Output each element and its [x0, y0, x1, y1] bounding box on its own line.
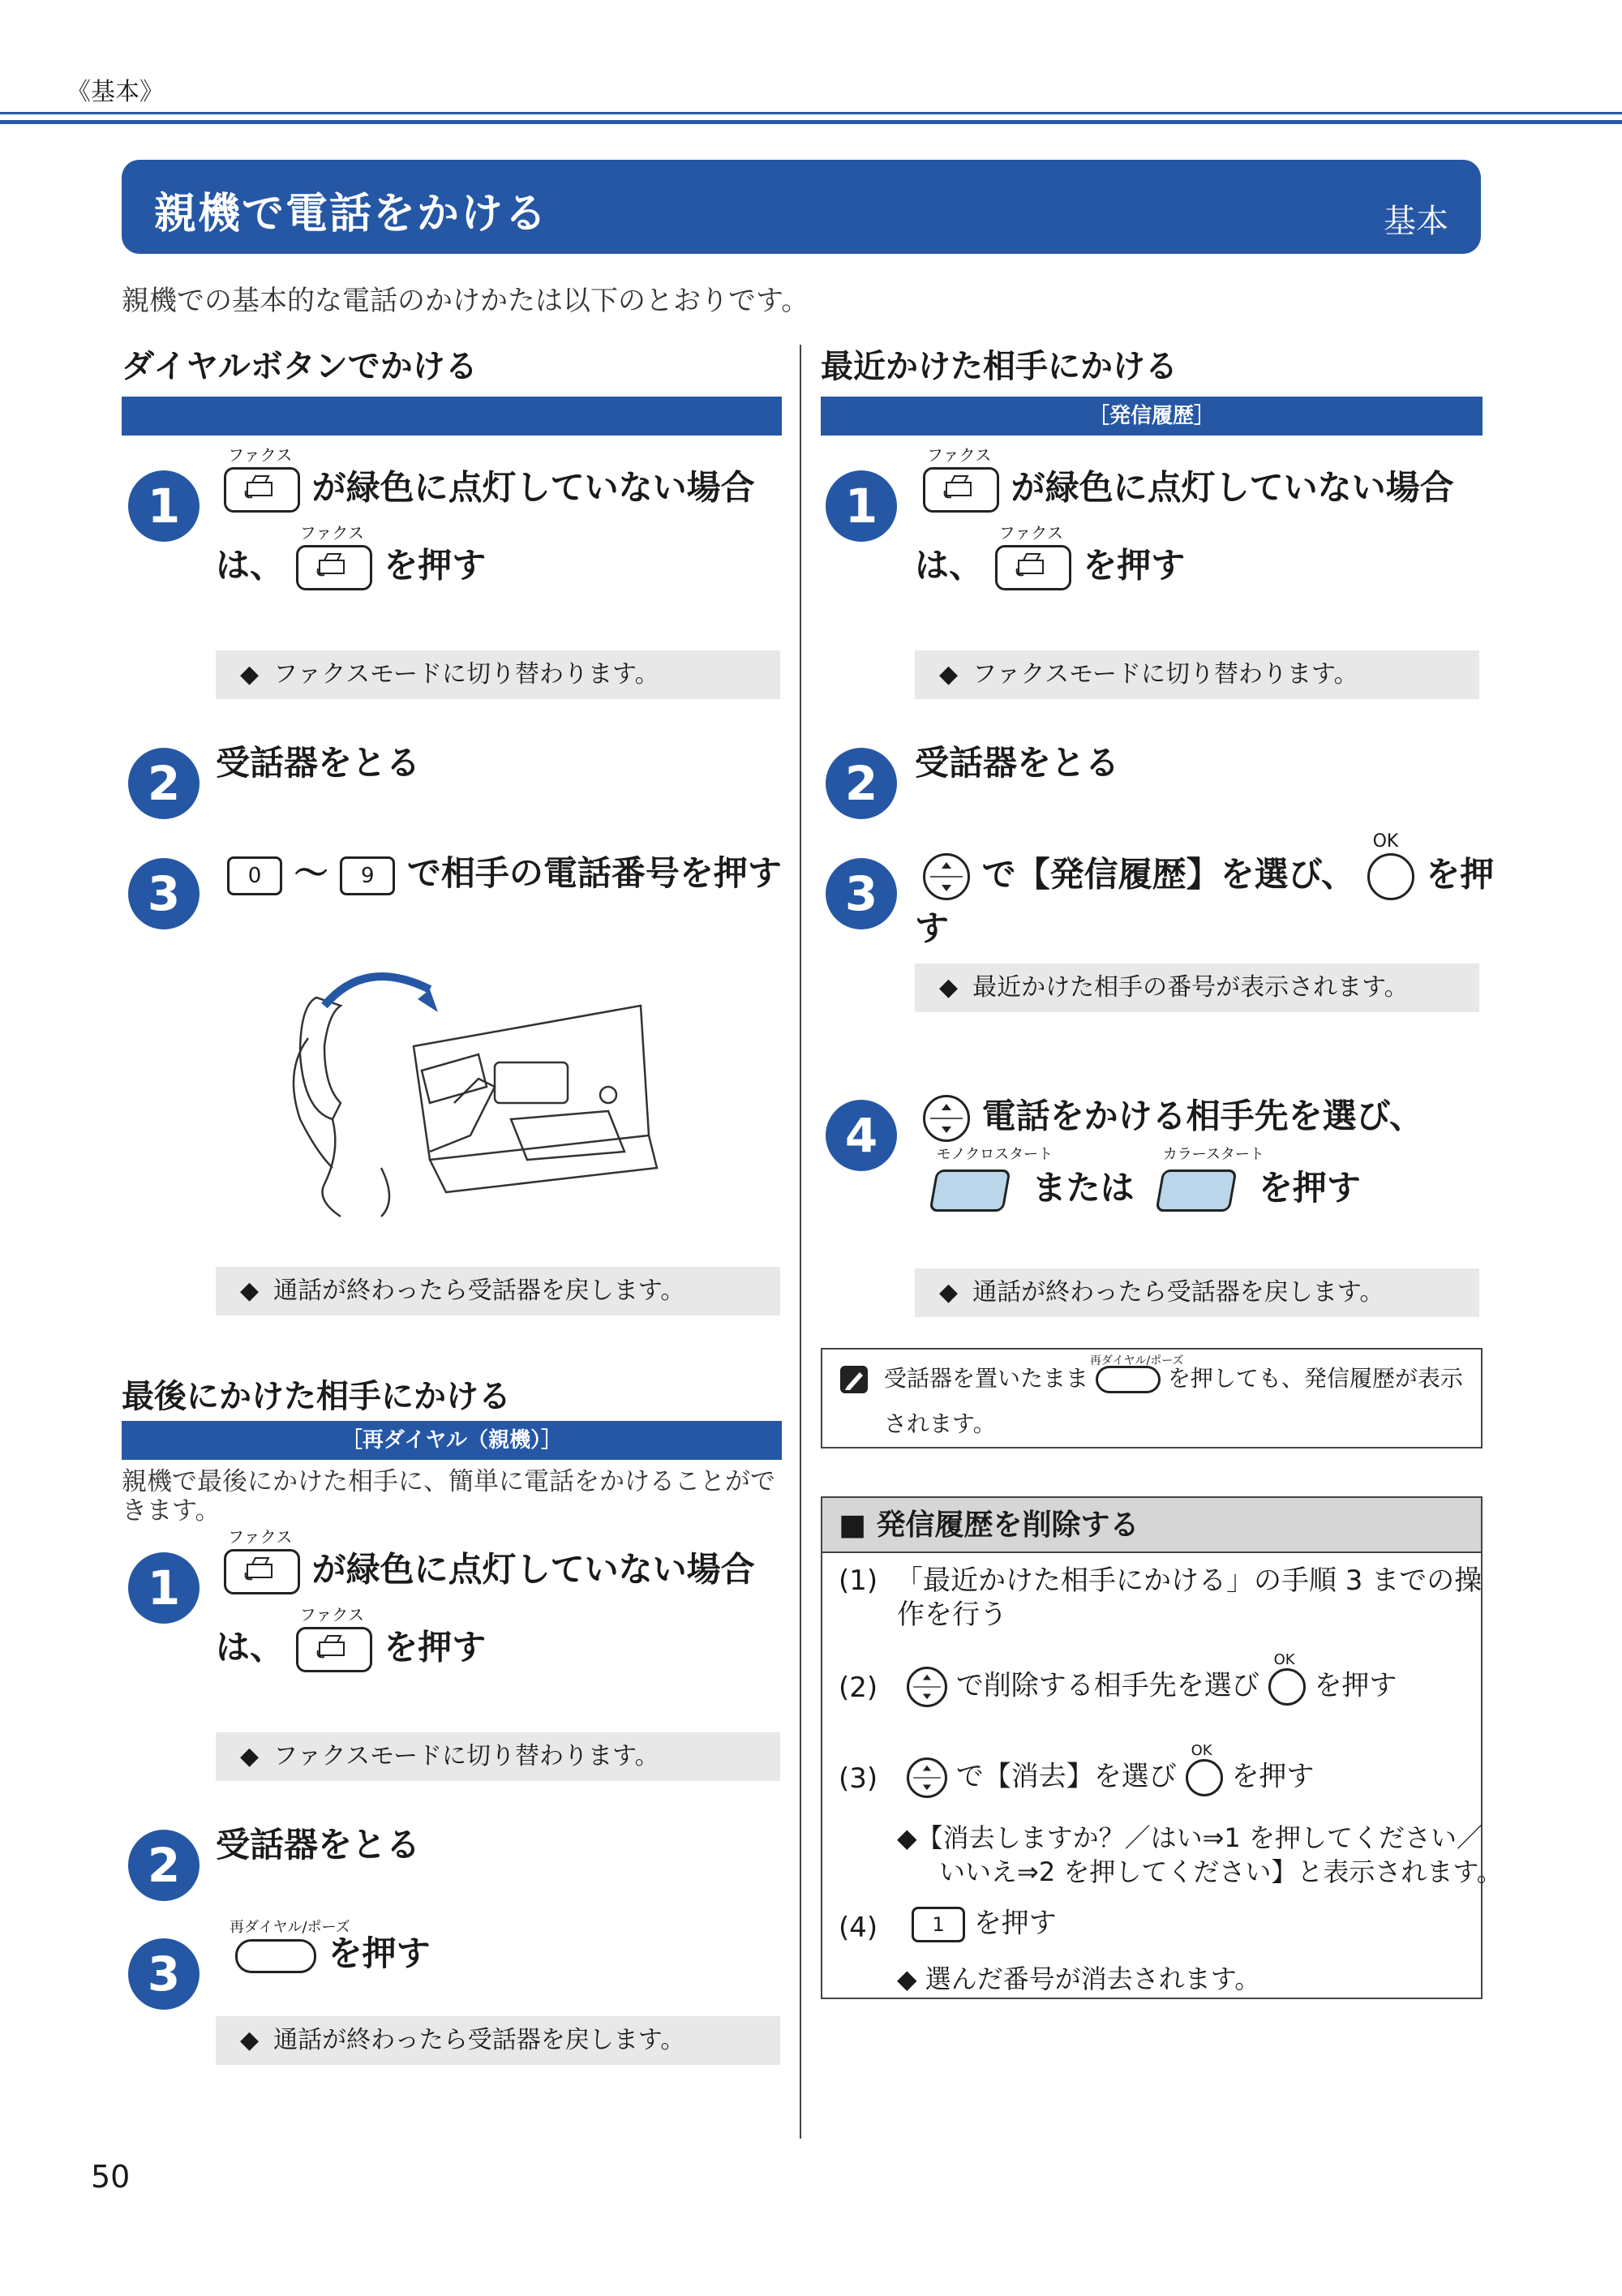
step-text: ファクス が緑色に点灯していない場合 — [224, 467, 755, 513]
substep-text: 1 を押す — [912, 1907, 1057, 1942]
step-number: 2 — [128, 748, 200, 819]
dial-key-1-icon: 1 — [912, 1907, 965, 1942]
tip-text-line1: 受話器を置いたまま 再ダイヤル/ポーズ を押しても、発信履歴が表示 — [884, 1354, 1463, 1392]
substep-note: ◆ 選んだ番号が消去されます。 — [897, 1963, 1261, 1994]
step-text-continued: は、 ファクス を押す — [216, 545, 486, 590]
page-title: 親機で電話をかける — [154, 190, 549, 238]
memo-pencil-icon — [839, 1364, 869, 1395]
breadcrumb: 《基本》 — [67, 78, 164, 106]
section-bar-dial — [122, 397, 782, 436]
step-text: 受話器をとる — [216, 743, 421, 783]
note-box: ◆ ファクスモードに切り替わります。 — [216, 650, 780, 699]
note-box: ◆ 最近かけた相手の番号が表示されます。 — [915, 963, 1479, 1012]
note-box: ◆ 通話が終わったら受話器を戻します。 — [915, 1268, 1479, 1317]
step-number: 2 — [826, 748, 897, 819]
step-number: 1 — [128, 470, 200, 542]
color-start-key-icon: カラースタート — [1156, 1169, 1238, 1212]
step-text-continued: モノクロスタート または カラースタート を押す — [933, 1168, 1361, 1212]
note-box: ◆ ファクスモードに切り替わります。 — [915, 650, 1479, 699]
column-divider — [800, 345, 801, 2139]
step-text: で【発信履歴】を選び、 OK を押 — [923, 853, 1494, 900]
step-text: 受話器をとる — [915, 743, 1120, 783]
section-heading-history: 最近かけた相手にかける — [821, 348, 1178, 385]
substep-number: (3) — [839, 1762, 878, 1795]
step-number: 1 — [128, 1552, 200, 1624]
fax-key-icon: ファクス — [923, 467, 999, 513]
redial-pause-key-icon: 再ダイヤル/ポーズ — [235, 1939, 316, 1973]
substep-text-continued: 作を行う — [897, 1599, 1007, 1631]
intro-text: 親機での基本的な電話のかけかたは以下のとおりです。 — [122, 285, 809, 317]
fax-key-icon: ファクス — [224, 467, 300, 513]
step-text: ファクス が緑色に点灯していない場合 — [224, 1549, 755, 1594]
navigation-key-icon — [907, 1667, 947, 1707]
fax-key-icon: ファクス — [296, 545, 372, 590]
section-heading-redial: 最後にかけた相手にかける — [122, 1378, 511, 1415]
step-text: 再ダイヤル/ポーズ を押す — [230, 1918, 431, 1973]
step-text: 受話器をとる — [216, 1825, 421, 1865]
step-text-continued: す — [915, 908, 950, 948]
step-text: 0 〜 9 で相手の電話番号を押す — [227, 853, 782, 895]
note-box: ◆ 通話が終わったら受話器を戻します。 — [216, 1267, 780, 1315]
redial-pause-key-icon: 再ダイヤル/ポーズ — [1096, 1366, 1161, 1393]
substep-text: で削除する相手先を選び OK を押す — [907, 1667, 1397, 1707]
step-text-continued: は、 ファクス を押す — [216, 1627, 486, 1672]
navigation-key-icon — [923, 1095, 970, 1142]
tip-box — [821, 1348, 1483, 1448]
step-number: 3 — [128, 1938, 200, 2010]
navigation-key-icon — [907, 1757, 947, 1798]
ok-key-icon: OK — [1367, 853, 1414, 900]
step-number: 3 — [826, 858, 897, 929]
dial-key-9-icon: 9 — [340, 856, 395, 895]
step-number: 4 — [826, 1100, 897, 1171]
header-rule-bottom — [0, 120, 1622, 124]
substep-text: で【消去】を選び OK を押す — [907, 1757, 1314, 1798]
header-rule-top — [0, 112, 1622, 114]
note-box: ◆ ファクスモードに切り替わります。 — [216, 1732, 780, 1781]
step-text: ファクス が緑色に点灯していない場合 — [923, 467, 1454, 513]
fax-key-icon: ファクス — [995, 545, 1071, 590]
step-text: 電話をかける相手先を選び、 — [923, 1095, 1423, 1142]
navigation-key-icon — [923, 853, 970, 900]
section-heading-dial: ダイヤルボタンでかける — [122, 348, 478, 385]
delete-panel-heading: ■ 発信履歴を削除する — [822, 1498, 1481, 1553]
section-description: 親機で最後にかけた相手に、簡単に電話をかけることができます。 — [122, 1467, 775, 1526]
step-number: 1 — [826, 470, 897, 542]
tip-text-line2: されます。 — [884, 1410, 996, 1437]
page-category-tag: 基本 — [1384, 203, 1448, 240]
page-number: 50 — [91, 2159, 131, 2195]
note-box: ◆ 通話が終わったら受話器を戻します。 — [216, 2016, 780, 2065]
substep-number: (1) — [839, 1564, 878, 1597]
step-text-continued: は、 ファクス を押す — [915, 545, 1185, 590]
substep-note-continued: いいえ⇒2 を押してください】と表示されます。 — [939, 1856, 1503, 1887]
delete-history-panel — [821, 1496, 1503, 1999]
fax-key-icon: ファクス — [296, 1627, 372, 1672]
section-bar-redial: ［再ダイヤル（親機）］ — [122, 1421, 782, 1460]
mono-start-key-icon: モノクロスタート — [929, 1169, 1011, 1212]
step-number: 2 — [128, 1830, 200, 1901]
substep-number: (4) — [839, 1912, 878, 1944]
substep-text: 「最近かけた相手にかける」の手順 3 までの操 — [895, 1564, 1483, 1597]
ok-key-icon: OK — [1186, 1759, 1223, 1796]
step-number: 3 — [128, 858, 200, 929]
dial-key-0-icon: 0 — [227, 856, 282, 895]
ok-key-icon: OK — [1268, 1668, 1306, 1706]
handset-illustration — [268, 957, 689, 1233]
fax-key-icon: ファクス — [224, 1549, 300, 1594]
substep-note: ◆【消去しますか？／はい⇒1 を押してください／ — [897, 1822, 1483, 1853]
page-title-band — [122, 160, 1481, 254]
substep-number: (2) — [839, 1672, 878, 1704]
section-bar-history: ［発信履歴］ — [821, 397, 1483, 436]
